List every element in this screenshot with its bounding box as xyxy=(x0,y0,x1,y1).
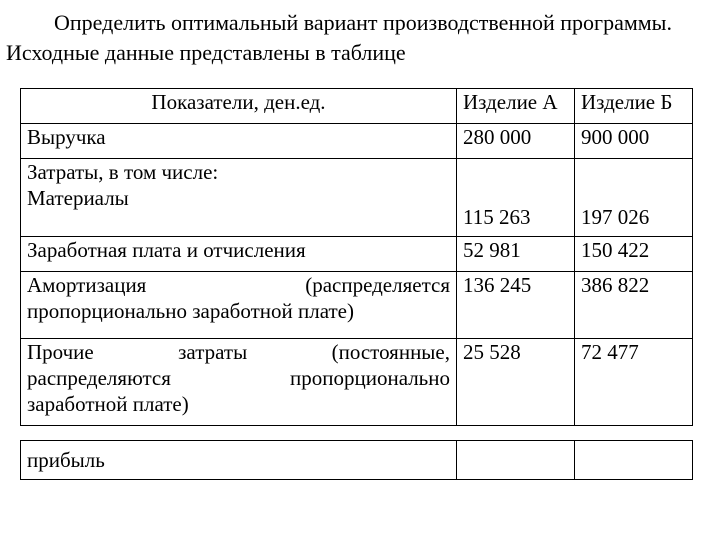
value-b: 197 026 xyxy=(575,159,693,237)
value-b: 72 477 xyxy=(575,339,693,426)
row-label xyxy=(21,272,457,339)
value-b: 150 422 xyxy=(575,237,693,272)
table-row-materials xyxy=(21,159,693,237)
row-label-line: Амортизация (распределяется xyxy=(27,273,450,297)
table-row-profit xyxy=(21,441,693,480)
task-line-1: Определить оптимальный вариант производственной программы. xyxy=(54,10,672,35)
profit-label: прибыль xyxy=(21,441,457,480)
profit-table xyxy=(20,440,693,480)
header-product-b: Изделие Б xyxy=(575,89,693,124)
value-a: 52 981 xyxy=(457,237,575,272)
row-label: Выручка xyxy=(21,124,457,159)
header-product-a: Изделие А xyxy=(457,89,575,124)
row-label-line: пропорционально заработной плате) xyxy=(27,299,354,323)
value-a: 25 528 xyxy=(457,339,575,426)
header-indicators: Показатели, ден.ед. xyxy=(21,89,457,124)
row-label-line: заработной плате) xyxy=(27,392,189,416)
table-row-depreciation xyxy=(21,272,693,339)
row-label-line: Затраты, в том числе: xyxy=(27,160,219,184)
value-b: 386 822 xyxy=(575,272,693,339)
profit-value-a xyxy=(457,441,575,480)
task-line-2: Исходные данные представлены в таблице xyxy=(6,40,406,65)
table-row-wages xyxy=(21,237,693,272)
task-text xyxy=(6,8,714,68)
table-header-row xyxy=(21,89,693,124)
row-label-line: распределяются пропорционально xyxy=(27,366,450,390)
value-a: 280 000 xyxy=(457,124,575,159)
value-a: 115 263 xyxy=(457,159,575,237)
row-label xyxy=(21,159,457,237)
row-label: Заработная плата и отчисления xyxy=(21,237,457,272)
row-label xyxy=(21,339,457,426)
table-row-revenue xyxy=(21,124,693,159)
source-data-table xyxy=(20,88,693,426)
table-row-other-costs xyxy=(21,339,693,426)
row-label-line: Прочие затраты (постоянные, xyxy=(27,340,450,364)
value-a: 136 245 xyxy=(457,272,575,339)
value-b: 900 000 xyxy=(575,124,693,159)
profit-value-b xyxy=(575,441,693,480)
row-label-line: Материалы xyxy=(27,186,129,210)
